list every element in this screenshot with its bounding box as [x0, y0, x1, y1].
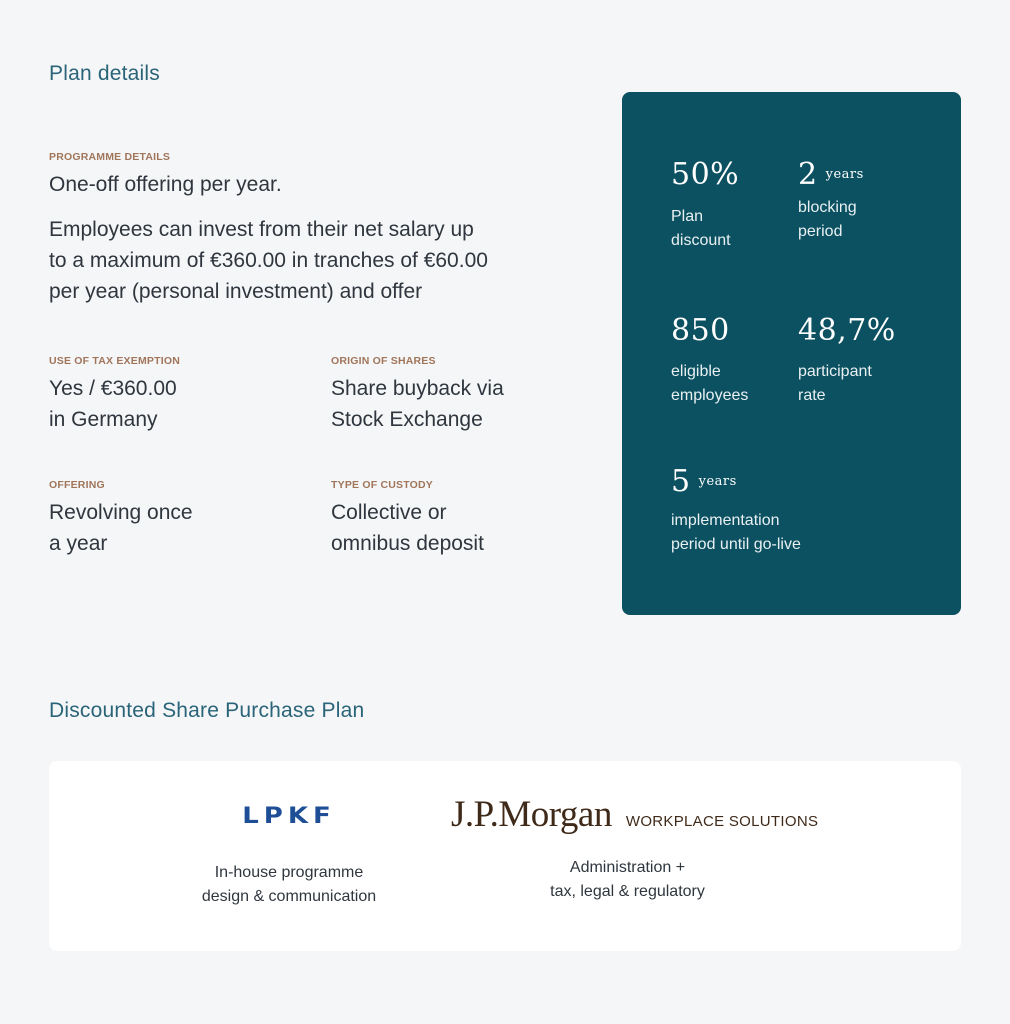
- partner-description-line: In-house programme: [214, 864, 364, 881]
- stat-value: 850: [671, 313, 730, 348]
- lpkf-logo: LPKF: [242, 803, 336, 829]
- stat-label: [798, 196, 864, 244]
- partners-card: [49, 761, 961, 951]
- stat-label-line: blocking: [798, 199, 857, 216]
- stats-card: [622, 92, 961, 615]
- field-label: USE OF TAX EXEMPTION: [49, 355, 180, 367]
- field-tax-exemption: [49, 355, 180, 435]
- field-offering: [49, 479, 193, 559]
- partner-jpmorgan: [451, 793, 826, 904]
- stat-number: 2: [798, 157, 818, 192]
- stat-number: 5: [671, 464, 691, 499]
- partner-description: [429, 856, 826, 904]
- stat-label-line: period until go-live: [671, 536, 801, 553]
- field-label: TYPE OF CUSTODY: [331, 479, 433, 491]
- stat-label: [671, 509, 801, 557]
- field-value: Share buyback via: [331, 377, 504, 400]
- field-value: Revolving once: [49, 501, 193, 524]
- stat-eligible-employees: [671, 313, 749, 408]
- programme-description-line: per year (personal investment) and offer: [49, 280, 423, 303]
- programme-description-line: Employees can invest from their net salary up: [49, 218, 474, 241]
- stat-label-line: implementation: [671, 512, 780, 529]
- stat-plan-discount: [671, 157, 740, 253]
- jpmorgan-logo-sub: WORKPLACE SOLUTIONS: [625, 813, 819, 830]
- programme-description: [49, 214, 569, 307]
- programme-details-label: PROGRAMME DETAILS: [49, 151, 171, 163]
- field-label: OFFERING: [49, 479, 105, 491]
- stat-unit: years: [698, 474, 737, 489]
- stat-value: 48,7%: [798, 313, 896, 348]
- stat-value: 50%: [671, 157, 740, 192]
- partner-lpkf: [179, 801, 399, 909]
- field-value: omnibus deposit: [331, 532, 484, 555]
- partner-description-line: Administration +: [569, 859, 686, 876]
- stat-implementation-period: [671, 464, 801, 557]
- field-value: Yes / €360.00: [49, 377, 177, 400]
- field-type-of-custody: [331, 479, 484, 559]
- stat-participant-rate: [798, 313, 896, 408]
- stat-label: [671, 360, 748, 408]
- field-origin-of-shares: [331, 355, 504, 435]
- stat-unit: years: [825, 167, 864, 182]
- stat-label: [798, 360, 896, 408]
- stat-value: [671, 464, 801, 499]
- programme-headline: One-off offering per year.: [49, 173, 282, 196]
- stat-label-line: Plan: [671, 208, 704, 225]
- dspp-title: Discounted Share Purchase Plan: [49, 699, 365, 722]
- field-value: in Germany: [49, 408, 158, 431]
- stat-label-line: period: [798, 223, 843, 240]
- field-value: a year: [49, 532, 108, 555]
- programme-details: [49, 151, 569, 307]
- jpmorgan-logo-name: J.P.Morgan: [451, 794, 612, 835]
- stat-label-line: employees: [671, 387, 749, 404]
- partner-description-line: tax, legal & regulatory: [550, 883, 705, 900]
- stat-label-line: discount: [671, 232, 731, 249]
- field-label: ORIGIN OF SHARES: [331, 355, 436, 367]
- stat-label-line: participant: [798, 363, 872, 380]
- stat-value: [798, 157, 864, 192]
- stat-label: [671, 205, 739, 253]
- programme-description-line: to a maximum of €360.00 in tranches of €60.00: [49, 249, 488, 272]
- jpmorgan-logo: [451, 793, 826, 836]
- stat-blocking-period: [798, 157, 864, 244]
- field-value: Collective or: [331, 501, 447, 524]
- plan-details-title: Plan details: [49, 62, 160, 85]
- partner-description: [179, 861, 399, 909]
- stat-label-line: eligible: [671, 363, 721, 380]
- partner-description-line: design & communication: [201, 888, 377, 905]
- stat-label-line: rate: [798, 387, 826, 404]
- field-value: Stock Exchange: [331, 408, 483, 431]
